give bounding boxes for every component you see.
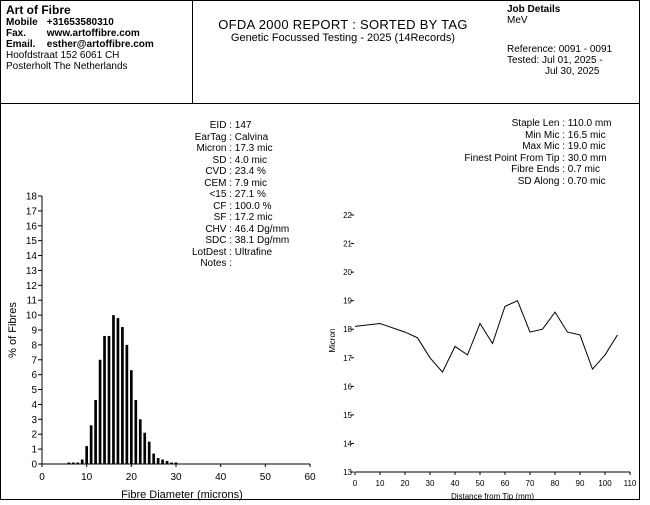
mobile-number: +31653580310 <box>46 17 114 28</box>
stat-label: CVD : <box>205 166 232 177</box>
report-title-block <box>193 18 493 44</box>
x-tick-label: 0 <box>352 479 358 488</box>
histogram-bar <box>67 463 70 464</box>
stat-value: 46.4 Dg/mm <box>234 223 290 235</box>
histogram-bar <box>81 460 84 464</box>
x-tick-label: 30 <box>425 479 435 488</box>
histogram-bar <box>117 318 120 464</box>
stat-label: LotDest : <box>191 246 232 258</box>
job-tested-from: Tested: Jul 01, 2025 - <box>507 55 603 66</box>
y-tick-label: 16 <box>25 221 37 233</box>
histogram-bar <box>76 463 79 464</box>
y-tick-label: 13 <box>343 468 352 477</box>
x-tick-label: 50 <box>475 479 485 488</box>
stat-row <box>150 143 355 155</box>
x-tick-label: 10 <box>81 472 93 483</box>
y-tick-label: 13 <box>25 265 37 277</box>
stat-row <box>430 130 648 142</box>
y-tick-label: 14 <box>25 251 37 263</box>
histogram-bar <box>90 425 93 464</box>
job-details <box>507 4 612 77</box>
stat-row <box>430 153 648 165</box>
stat-label: SD Along : <box>517 175 565 187</box>
stat-label: SDC : <box>205 235 232 246</box>
stat-value: 100.0 % <box>234 200 272 212</box>
stat-row <box>430 164 648 176</box>
y-tick-label: 7 <box>31 355 37 367</box>
job-details-title: Job Details <box>507 4 561 15</box>
stat-value: 7.9 mic <box>234 177 268 189</box>
job-tested-to: Jul 30, 2025 <box>545 66 600 77</box>
x-tick-label: 20 <box>125 472 137 483</box>
stat-value: 17.3 mic <box>234 143 273 154</box>
company-name: Art of Fibre <box>6 3 71 17</box>
stat-label: SF : <box>213 212 232 223</box>
stat-value: 27.1 % <box>234 189 266 200</box>
stat-label: Fibre Ends : <box>511 164 565 175</box>
stat-row <box>150 155 355 167</box>
y-tick-label: 10 <box>25 310 37 322</box>
address-line-2: Posterholt The Netherlands <box>6 61 128 72</box>
histogram-bar <box>166 461 169 464</box>
stat-label: CHV : <box>205 223 232 235</box>
stat-value: 16.5 mic <box>567 129 606 141</box>
stat-label: <15 : <box>209 189 232 200</box>
x-tick-label: 50 <box>259 472 271 483</box>
job-reference: Reference: 0091 - 0091 <box>507 44 613 55</box>
y-tick-label: 20 <box>343 268 352 278</box>
y-tick-label: 3 <box>31 414 37 426</box>
stat-value: 147 <box>234 120 252 131</box>
y-tick-label: 15 <box>343 410 352 420</box>
x-tick-label: 90 <box>575 479 585 488</box>
stat-label: Min Mic : <box>525 129 565 141</box>
stat-value: 4.0 mic <box>234 154 268 166</box>
histogram-bar <box>143 433 146 464</box>
stat-value: Calvina <box>234 131 269 143</box>
stat-value: 0.7 mic <box>567 164 601 175</box>
y-tick-label: 16 <box>343 382 352 392</box>
micron-profile-line <box>355 301 618 372</box>
stat-value: 110.0 mm <box>567 118 612 129</box>
stat-value: 19.0 mic <box>567 141 606 152</box>
y-tick-label: 22 <box>343 211 352 220</box>
stat-value: 23.4 % <box>234 166 266 177</box>
y-tick-label: 18 <box>25 191 37 203</box>
address-line-1: Hoofdstraat 152 6061 CH <box>6 50 120 61</box>
histogram-bar <box>175 463 178 464</box>
stat-label: Max Mic : <box>522 141 565 152</box>
x-axis-title: Distance from Tip (mm) <box>450 492 535 501</box>
report-subtitle: Genetic Focussed Testing - 2025 (14Records) <box>230 32 456 44</box>
stat-label: EarTag : <box>194 131 232 143</box>
y-tick-label: 1 <box>31 444 37 456</box>
stat-label: Notes : <box>200 258 232 269</box>
y-tick-label: 18 <box>343 325 352 335</box>
x-tick-label: 10 <box>375 479 385 488</box>
stat-row <box>430 118 648 130</box>
header-column-divider <box>192 0 193 103</box>
x-tick-label: 0 <box>39 472 45 483</box>
stat-label: SD : <box>212 154 232 166</box>
histogram-bar <box>130 370 133 464</box>
stat-row <box>150 132 355 144</box>
histogram-bar <box>170 463 173 464</box>
histogram-bar <box>94 400 97 464</box>
x-tick-label: 30 <box>170 472 182 483</box>
y-tick-label: 11 <box>26 295 37 307</box>
y-tick-label: 21 <box>343 239 352 249</box>
x-tick-label: 40 <box>215 472 227 483</box>
x-tick-label: 110 <box>623 479 637 488</box>
histogram-bar <box>121 327 124 464</box>
histogram-bar <box>152 454 155 464</box>
histogram-bar <box>72 463 75 464</box>
x-tick-label: 70 <box>525 479 535 488</box>
mobile-label: Mobile <box>6 17 38 28</box>
profile-line-chart <box>330 175 640 505</box>
stat-label: Staple Len : <box>511 118 565 129</box>
x-tick-label: 100 <box>598 479 612 488</box>
x-tick-label: 80 <box>550 479 560 488</box>
y-tick-label: 8 <box>31 340 37 352</box>
stat-value: 17.2 mic <box>234 212 273 223</box>
histogram-bar <box>85 446 88 464</box>
stat-label: EID : <box>209 120 232 131</box>
y-tick-label: 17 <box>343 353 352 363</box>
histogram-bar <box>103 336 106 464</box>
histogram-chart <box>0 175 330 505</box>
stat-row <box>150 120 355 132</box>
y-tick-label: 4 <box>31 399 37 411</box>
stat-value: 0.70 mic <box>567 175 606 187</box>
stat-row <box>430 141 648 153</box>
y-tick-label: 2 <box>31 429 37 441</box>
x-tick-label: 60 <box>304 472 316 483</box>
stat-value: 30.0 mm <box>567 152 607 164</box>
x-tick-label: 40 <box>450 479 460 488</box>
y-tick-label: 17 <box>25 206 37 218</box>
histogram-bar <box>161 460 164 464</box>
stat-value: Ultrafine <box>234 246 273 258</box>
website-link[interactable]: www.artoffibre.com <box>46 28 140 39</box>
stat-label: CF : <box>213 200 232 212</box>
y-tick-label: 19 <box>343 296 352 306</box>
y-axis-title: % of Fibres <box>7 302 19 358</box>
stat-label: Finest Point From Tip : <box>464 152 565 164</box>
fax-label: Fax. <box>6 28 27 39</box>
histogram-bar <box>148 442 151 464</box>
report-title: OFDA 2000 REPORT : SORTED BY TAG <box>218 17 468 32</box>
histogram-bar <box>157 458 160 464</box>
histogram-bar <box>108 336 111 464</box>
histogram-bar <box>134 400 137 464</box>
y-tick-label: 9 <box>31 325 37 337</box>
y-tick-label: 15 <box>25 236 37 248</box>
stat-value: 38.1 Dg/mm <box>234 235 290 246</box>
histogram-bar <box>112 315 115 464</box>
email-label: Email. <box>6 39 36 50</box>
stat-label: CEM : <box>204 177 232 189</box>
x-tick-label: 60 <box>500 479 510 488</box>
y-tick-label: 6 <box>31 370 37 382</box>
histogram-bar <box>99 360 102 464</box>
y-axis-title: Micron <box>328 328 337 353</box>
y-tick-label: 14 <box>343 439 352 449</box>
histogram-bar <box>139 419 142 464</box>
header-divider <box>0 103 640 104</box>
stat-label: Micron : <box>196 143 232 154</box>
job-name: MeV <box>507 15 528 26</box>
y-tick-label: 0 <box>31 459 37 471</box>
y-tick-label: 5 <box>31 385 37 397</box>
y-tick-label: 12 <box>25 280 37 292</box>
x-axis-title: Fibre Diameter (microns) <box>121 489 243 501</box>
company-info <box>6 4 154 72</box>
email-link[interactable]: esther@artoffibre.com <box>46 39 154 50</box>
x-tick-label: 20 <box>400 479 410 488</box>
histogram-bar <box>126 345 129 464</box>
